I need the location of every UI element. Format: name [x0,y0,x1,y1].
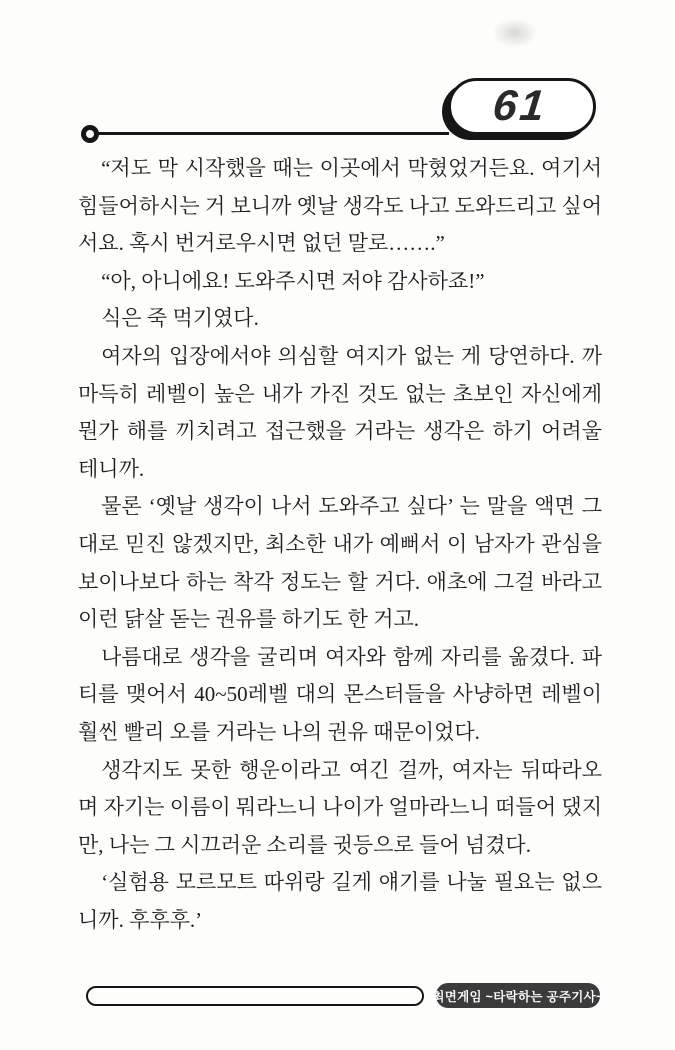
body-text [78,150,602,939]
page-number: 61 [490,82,550,130]
series-badge-label: 최면게임 ~타락하는 공주기사~ [432,989,604,1004]
paragraph: “저도 막 시작했을 때는 이곳에서 막혔었거든요. 여기서 힘들어하시는 거 보니까 옛날 생각도 나고 도와드리고 싶어서요. 혹시 번거로우시면 없던 말로…….” [78,156,602,256]
scan-smudge [492,18,538,48]
footer-pill [86,986,424,1006]
page-number-pill [448,78,596,135]
paragraph: 생각지도 못한 행운이라고 여긴 걸까, 여자는 뒤따라오며 자기는 이름이 뭐라느니 나이가 얼마라느니 떠들어 댔지만, 나는 그 시끄러운 소리를 귓등으로 들어 넘겼다. [78,757,602,857]
paragraph: 물론 ‘옛날 생각이 나서 도와주고 싶다’ 는 말을 액면 그대로 믿진 않겠지만, 최소한 내가 예뻐서 이 남자가 관심을 보이나보다 하는 착각 정도는 할 거다. 애초에 그걸 바라고 이런 닭살 돋는 권유를 하기도 한 거고. [78,494,602,632]
paragraph: “아, 아니에요! 도와주시면 저야 감사하죠!” [101,268,485,293]
paragraph: 식은 죽 먹기였다. [101,306,259,331]
paragraph: 여자의 입장에서야 의심할 여지가 없는 게 당연하다. 까마득히 레벨이 높은 내가 가진 것도 없는 초보인 자신에게 뭔가 해를 끼치려고 접근했을 거라는 생각은 하기 어려울 테니까. [78,343,602,481]
header-rule [97,132,449,135]
series-badge [432,983,604,1008]
paragraph: 나름대로 생각을 굴리며 여자와 함께 자리를 옮겼다. 파티를 맺어서 40~50레벨 대의 몬스터들을 사냥하면 레벨이 훨씬 빨리 오를 거라는 나의 권유 때문이었다. [78,644,602,744]
paragraph: ‘실험용 모르모트 따위랑 길게 얘기를 나눌 필요는 없으니까. 후후후.’ [78,870,602,932]
